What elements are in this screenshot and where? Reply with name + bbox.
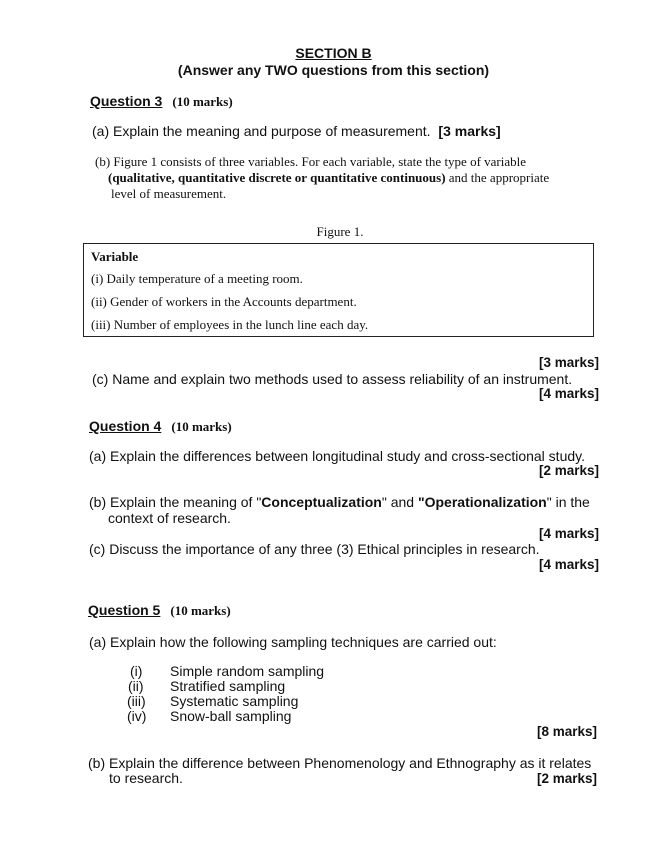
q4-part-a-marks: [2 marks] bbox=[538, 463, 599, 478]
q3-part-b-line2-rest: and the appropriate bbox=[445, 170, 550, 185]
question-4-marks: (10 marks) bbox=[171, 419, 232, 434]
question-3-marks: (10 marks) bbox=[172, 94, 233, 109]
q4-part-b-line2: context of research. bbox=[108, 510, 231, 526]
q4-part-a-text: (a) Explain the differences between longitudinal study and cross-sectional study. bbox=[89, 448, 585, 464]
question-5-heading bbox=[88, 602, 231, 620]
list-item-num: (i) bbox=[130, 663, 143, 679]
q4-part-c-marks: [4 marks] bbox=[538, 557, 599, 572]
question-4-heading bbox=[89, 418, 232, 436]
table-row: (iii) Number of employees in the lunch line each day. bbox=[91, 317, 369, 332]
question-3-label: Question 3 bbox=[90, 93, 163, 109]
question-3-heading bbox=[90, 93, 233, 111]
q3-part-a-text: (a) Explain the meaning and purpose of measurement. bbox=[92, 123, 431, 139]
q3-part-b-line3: level of measurement. bbox=[111, 186, 227, 201]
q3-part-c-text: (c) Name and explain two methods used to assess reliability of an instrument. bbox=[92, 371, 573, 387]
q4-part-b-marks: [4 marks] bbox=[538, 526, 599, 541]
list-item: Simple random sampling bbox=[170, 663, 325, 679]
section-instruction: (Answer any TWO questions from this section) bbox=[177, 62, 490, 78]
table-row: (ii) Gender of workers in the Accounts department. bbox=[91, 294, 357, 309]
q3-part-b-line1: (b) Figure 1 consists of three variables. For each variable, state the type of variable bbox=[95, 154, 527, 169]
q4-part-b-mid: " and bbox=[381, 494, 418, 510]
q3-variable-types: (qualitative, quantitative discrete or quantitative continuous) bbox=[108, 170, 446, 185]
q3-part-b-line2 bbox=[108, 170, 549, 186]
list-item: Stratified sampling bbox=[170, 678, 286, 694]
q5-part-b-marks: [2 marks] bbox=[536, 771, 597, 786]
q5-part-a-marks: [8 marks] bbox=[536, 724, 597, 739]
figure-caption: Figure 1. bbox=[316, 224, 364, 239]
section-title: SECTION B bbox=[295, 45, 372, 61]
figure-1-table bbox=[83, 243, 594, 337]
list-item-num: (iii) bbox=[127, 693, 146, 709]
q5-part-a-text: (a) Explain how the following sampling techniques are carried out: bbox=[89, 634, 497, 650]
q3-part-a bbox=[92, 123, 501, 139]
q5-part-b-line1: (b) Explain the difference between Phenomenology and Ethnography as it relates bbox=[88, 755, 592, 771]
question-4-label: Question 4 bbox=[89, 418, 162, 434]
list-item-num: (ii) bbox=[128, 678, 144, 694]
q4-part-b-post: " in the bbox=[546, 494, 590, 510]
table-header: Variable bbox=[91, 249, 139, 264]
table-row: (i) Daily temperature of a meeting room. bbox=[91, 271, 303, 286]
q4-term-conceptualization: Conceptualization bbox=[261, 494, 382, 510]
list-item: Snow-ball sampling bbox=[170, 708, 292, 724]
question-5-marks: (10 marks) bbox=[170, 603, 231, 618]
q3-part-c-marks: [4 marks] bbox=[538, 386, 599, 401]
question-5-label: Question 5 bbox=[88, 602, 161, 618]
q3-part-a-marks: [3 marks] bbox=[438, 123, 501, 139]
q4-part-b-line1 bbox=[89, 494, 590, 510]
q3-part-b-marks: [3 marks] bbox=[538, 355, 599, 370]
q4-term-operationalization: "Operationalization bbox=[417, 494, 547, 510]
q4-part-b-pre: (b) Explain the meaning of " bbox=[89, 494, 262, 510]
q4-part-c-text: (c) Discuss the importance of any three (3) Ethical principles in research. bbox=[89, 541, 540, 557]
list-item: Systematic sampling bbox=[170, 693, 299, 709]
q5-part-b-line2: to research. bbox=[109, 770, 183, 786]
list-item-num: (iv) bbox=[127, 708, 147, 724]
